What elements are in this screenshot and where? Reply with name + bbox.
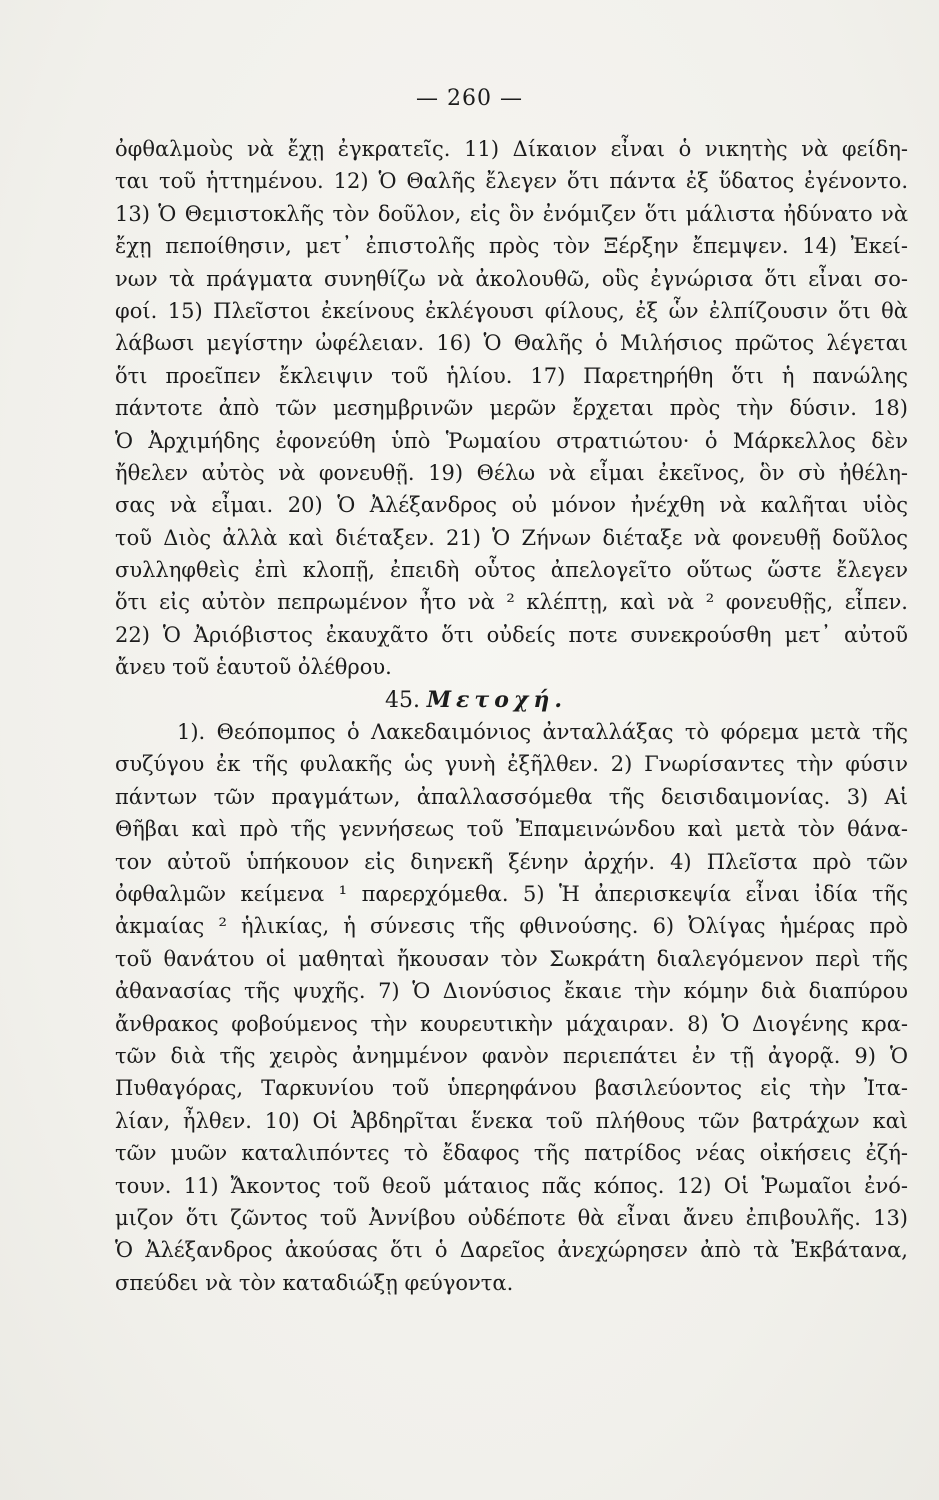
text-line: Ὁ Ἀλέξανδρος ἀκούσας ὅτι ὁ Δαρεῖος ἀνεχώρησεν ἀπὸ τὰ Ἐκβάτανα, <box>115 1238 908 1263</box>
section-title: Μετοχή. <box>426 686 568 713</box>
text-line: ται τοῦ ἡττημένου. 12) Ὁ Θαλῆς ἔλεγεν ὅτι πάντα ἐξ ὕδατος ἐγένοντο. <box>115 169 908 194</box>
text-line: λίαν, ἦλθεν. 10) Οἱ Ἀβδηρῖται ἕνεκα τοῦ πλήθους τῶν βατράχων καὶ <box>115 1108 908 1133</box>
text-line: μιζον ὅτι ζῶντος τοῦ Ἀννίβου οὐδέποτε θὰ εἶναι ἄνευ ἐπιβουλῆς. 13) <box>115 1205 908 1230</box>
text-line: Ὁ Ἀρχιμήδης ἐφονεύθη ὑπὸ Ῥωμαίου στρατιώτου· ὁ Μάρκελλος δὲν <box>115 428 908 453</box>
text-line: σπεύδει νὰ τὸν καταδιώξῃ φεύγοντα. <box>115 1270 514 1295</box>
text-line: ὀφθαλμῶν κείμενα ¹ παρερχόμεθα. 5) Ἡ ἀπερισκεψία εἶναι ἰδία τῆς <box>115 881 908 906</box>
text-line: ἀθανασίας τῆς ψυχῆς. 7) Ὁ Διονύσιος ἔκαιε τὴν κόμην διὰ διαπύρου <box>115 979 908 1004</box>
text-line: τον αὐτοῦ ὑπήκουον εἰς διηνεκῆ ξένην ἀρχήν. 4) Πλεῖστα πρὸ τῶν <box>115 849 908 874</box>
text-line: σας νὰ εἶμαι. 20) Ὁ Ἀλέξανδρος οὐ μόνον ἠνέχθη νὰ καλῆται υἱὸς <box>115 493 908 518</box>
text-line: Θῆβαι καὶ πρὸ τῆς γεννήσεως τοῦ Ἐπαμεινώνδου καὶ μετὰ τὸν θάνα- <box>115 817 908 842</box>
text-line: ὀφθαλμοὺς νὰ ἔχῃ ἐγκρατεῖς. 11) Δίκαιον εἶναι ὁ νικητὴς νὰ φείδη- <box>115 137 908 161</box>
text-line: λάβωσι μεγίστην ὠφέλειαν. 16) Ὁ Θαλῆς ὁ Μιλήσιος πρῶτος λέγεται <box>115 331 908 356</box>
text-line: ἄνευ τοῦ ἑαυτοῦ ὀλέθρου. <box>115 655 392 680</box>
text-line: 22) Ὁ Ἀριόβιστος ἐκαυχᾶτο ὅτι οὐδείς ποτε συνεκρούσθη μετ᾽ αὐτοῦ <box>115 622 908 647</box>
section-heading <box>115 684 908 716</box>
text-line: ἤθελεν αὐτὸς νὰ φονευθῇ. 19) Θέλω νὰ εἶμαι ἐκεῖνος, ὃν σὺ ἠθέλη- <box>115 460 908 485</box>
body-text <box>115 133 908 1299</box>
text-line: 13) Ὁ Θεμιστοκλῆς τὸν δοῦλον, εἰς ὃν ἐνόμιζεν ὅτι μάλιστα ἠδύνατο νὰ <box>115 201 908 226</box>
text-line: Πυθαγόρας, Ταρκυνίου τοῦ ὑπερηφάνου βασιλεύοντος εἰς τὴν Ἰτα- <box>115 1076 908 1101</box>
text-line: 1). Θεόπομπος ὁ Λακεδαιμόνιος ἀνταλλάξας τὸ φόρεμα μετὰ τῆς <box>177 720 908 745</box>
text-line: ὅτι εἰς αὐτὸν πεπρωμένον ἦτο νὰ ² κλέπτῃ, καὶ νὰ ² φονευθῇς, εἶπεν. <box>115 590 908 615</box>
section-number: 45. <box>385 687 420 713</box>
text-line: ἔχῃ πεποίθησιν, μετ᾽ ἐπιστολῆς πρὸς τὸν Ξέρξην ἔπεμψεν. 14) Ἐκεί- <box>115 234 908 259</box>
text-line: πάντοτε ἀπὸ τῶν μεσημβρινῶν μερῶν ἔρχεται πρὸς τὴν δύσιν. 18) <box>115 396 908 421</box>
text-line: τοῦ θανάτου οἱ μαθηταὶ ἤκουσαν τὸν Σωκράτη διαλεγόμενον περὶ τῆς <box>115 946 908 971</box>
text-line: τουν. 11) Ἄκοντος τοῦ θεοῦ μάταιος πᾶς κόπος. 12) Οἱ Ῥωμαῖοι ἐνό- <box>115 1173 908 1198</box>
text-line: συζύγου ἐκ τῆς φυλακῆς ὡς γυνὴ ἐξῆλθεν. 2) Γνωρίσαντες τὴν φύσιν <box>115 752 908 777</box>
text-line: τοῦ Διὸς ἀλλὰ καὶ διέταξεν. 21) Ὁ Ζήνων διέταξε νὰ φονευθῇ δοῦλος <box>115 525 908 550</box>
text-line: τῶν μυῶν καταλιπόντες τὸ ἔδαφος τῆς πατρίδος νέας οἰκήσεις ἐζή- <box>115 1141 908 1166</box>
text-line: νων τὰ πράγματα συνηθίζω νὰ ἀκολουθῶ, οὓς ἐγνώρισα ὅτι εἶναι σο- <box>115 266 908 291</box>
text-line: φοί. 15) Πλεῖστοι ἐκείνους ἐκλέγουσι φίλους, ἐξ ὧν ἐλπίζουσιν ὅτι θὰ <box>115 298 908 323</box>
text-line: ἀκμαίας ² ἡλικίας, ἡ σύνεσις τῆς φθινούσης. 6) Ὀλίγας ἡμέρας πρὸ <box>115 914 908 939</box>
text-line: ὅτι προεῖπεν ἔκλειψιν τοῦ ἡλίου. 17) Παρετηρήθη ὅτι ἡ πανώλης <box>115 363 908 388</box>
text-line: συλληφθεὶς ἐπὶ κλοπῇ, ἐπειδὴ οὗτος ἀπελογεῖτο οὕτως ὥστε ἔλεγεν <box>115 558 908 583</box>
text-line: ἄνθρακος φοβούμενος τὴν κουρευτικὴν μάχαιραν. 8) Ὁ Διογένης κρα- <box>115 1011 908 1036</box>
text-line: τῶν διὰ τῆς χειρὸς ἀνημμένον φανὸν περιεπάτει ἐν τῇ ἀγορᾷ. 9) Ὁ <box>115 1043 908 1068</box>
page-number: — 260 — <box>416 86 523 111</box>
text-line: πάντων τῶν πραγμάτων, ἀπαλλασσόμεθα τῆς δεισιδαιμονίας. 3) Αἱ <box>115 784 908 809</box>
